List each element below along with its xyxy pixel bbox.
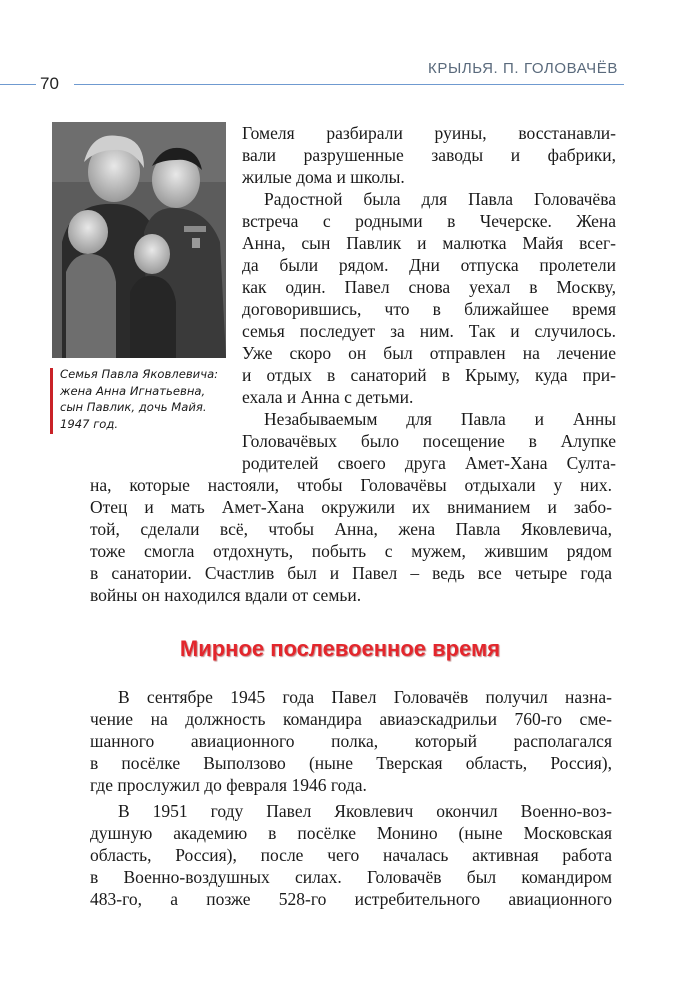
body-line: на, которые настояли, чтобы Головачёвы отдыхали у них. xyxy=(90,475,612,495)
body-line: семья последует за ним. Так и случилось. xyxy=(242,321,616,341)
body-line: Гомеля разбирали руины, восстанавли- xyxy=(242,123,616,143)
caption-line: жена Анна Игнатьевна, xyxy=(60,383,206,398)
section-line: чение на должность командира авиаэскадрильи 760-го сме- xyxy=(90,709,612,729)
body-line: той, сделали всё, чтобы Анна, жена Павла Яковлевича, xyxy=(90,519,612,539)
body-line: Радостной была для Павла Головачёва xyxy=(264,189,616,209)
body-line: вали разрушенные заводы и фабрики, xyxy=(242,145,616,165)
section-line: область, Россия), после чего началась активная работа xyxy=(90,845,612,865)
section-line: шанного авиационного полка, который располагался xyxy=(90,731,612,751)
body-line: ехала и Анна с детьми. xyxy=(242,387,414,407)
body-line: да были рядом. Дни отпуска пролетели xyxy=(242,255,616,275)
header-rule-left xyxy=(0,84,36,85)
section-line: В сентябре 1945 года Павел Головачёв получил назна- xyxy=(118,687,612,707)
body-line: войны он находился вдали от семьи. xyxy=(90,585,362,605)
body-line: договорившись, что в ближайшее время xyxy=(242,299,616,319)
body-line: встреча с родными в Чечерске. Жена xyxy=(242,211,616,231)
caption-line: Семья Павла Яковлевича: xyxy=(60,367,219,381)
section-line: в посёлке Выползово (ныне Тверская область, Россия), xyxy=(90,753,612,773)
body-line: тоже смогла отдохнуть, побыть с мужем, жившим рядом xyxy=(90,541,612,561)
body-line: жилые дома и школы. xyxy=(242,167,405,187)
body-line: Уже скоро он был отправлен на лечение xyxy=(242,343,616,363)
photo-caption xyxy=(60,366,240,432)
body-line: Незабываемым для Павла и Анны xyxy=(264,409,616,429)
section-line: где прослужил до февраля 1946 года. xyxy=(90,775,367,795)
section-line: в Военно-воздушных силах. Головачёв был командиром xyxy=(90,867,612,887)
caption-accent-bar xyxy=(50,368,53,434)
body-line: родителей своего друга Амет-Хана Султа- xyxy=(242,453,616,473)
body-line: Головачёвых было посещение в Алупке xyxy=(242,431,616,451)
body-line: как один. Павел снова уехал в Москву, xyxy=(242,277,616,297)
section-title: Мирное послевоенное время xyxy=(179,636,501,661)
body-line: в санатории. Счастлив был и Павел – ведь все четыре года xyxy=(90,563,612,583)
section-line: душную академию в посёлке Монино (ныне Московская xyxy=(90,823,612,843)
section-line: 483-го, а позже 528-го истребительного авиационного xyxy=(90,889,612,909)
family-photo xyxy=(52,122,226,358)
caption-line: сын Павлик, дочь Майя. xyxy=(60,400,207,414)
section-line: В 1951 году Павел Яковлевич окончил Военно-воз- xyxy=(118,801,612,821)
body-line: Отец и мать Амет-Хана окружили их вниманием и забо- xyxy=(90,497,612,517)
page-number: 70 xyxy=(40,74,59,93)
running-head: КРЫЛЬЯ. П. ГОЛОВАЧЁВ xyxy=(428,60,618,77)
caption-line: 1947 год. xyxy=(60,416,119,431)
body-line: Анна, сын Павлик и малютка Майя всег- xyxy=(242,233,616,253)
body-line: и отдых в санаторий в Крыму, куда при- xyxy=(242,365,616,385)
header-rule-right xyxy=(74,84,624,85)
